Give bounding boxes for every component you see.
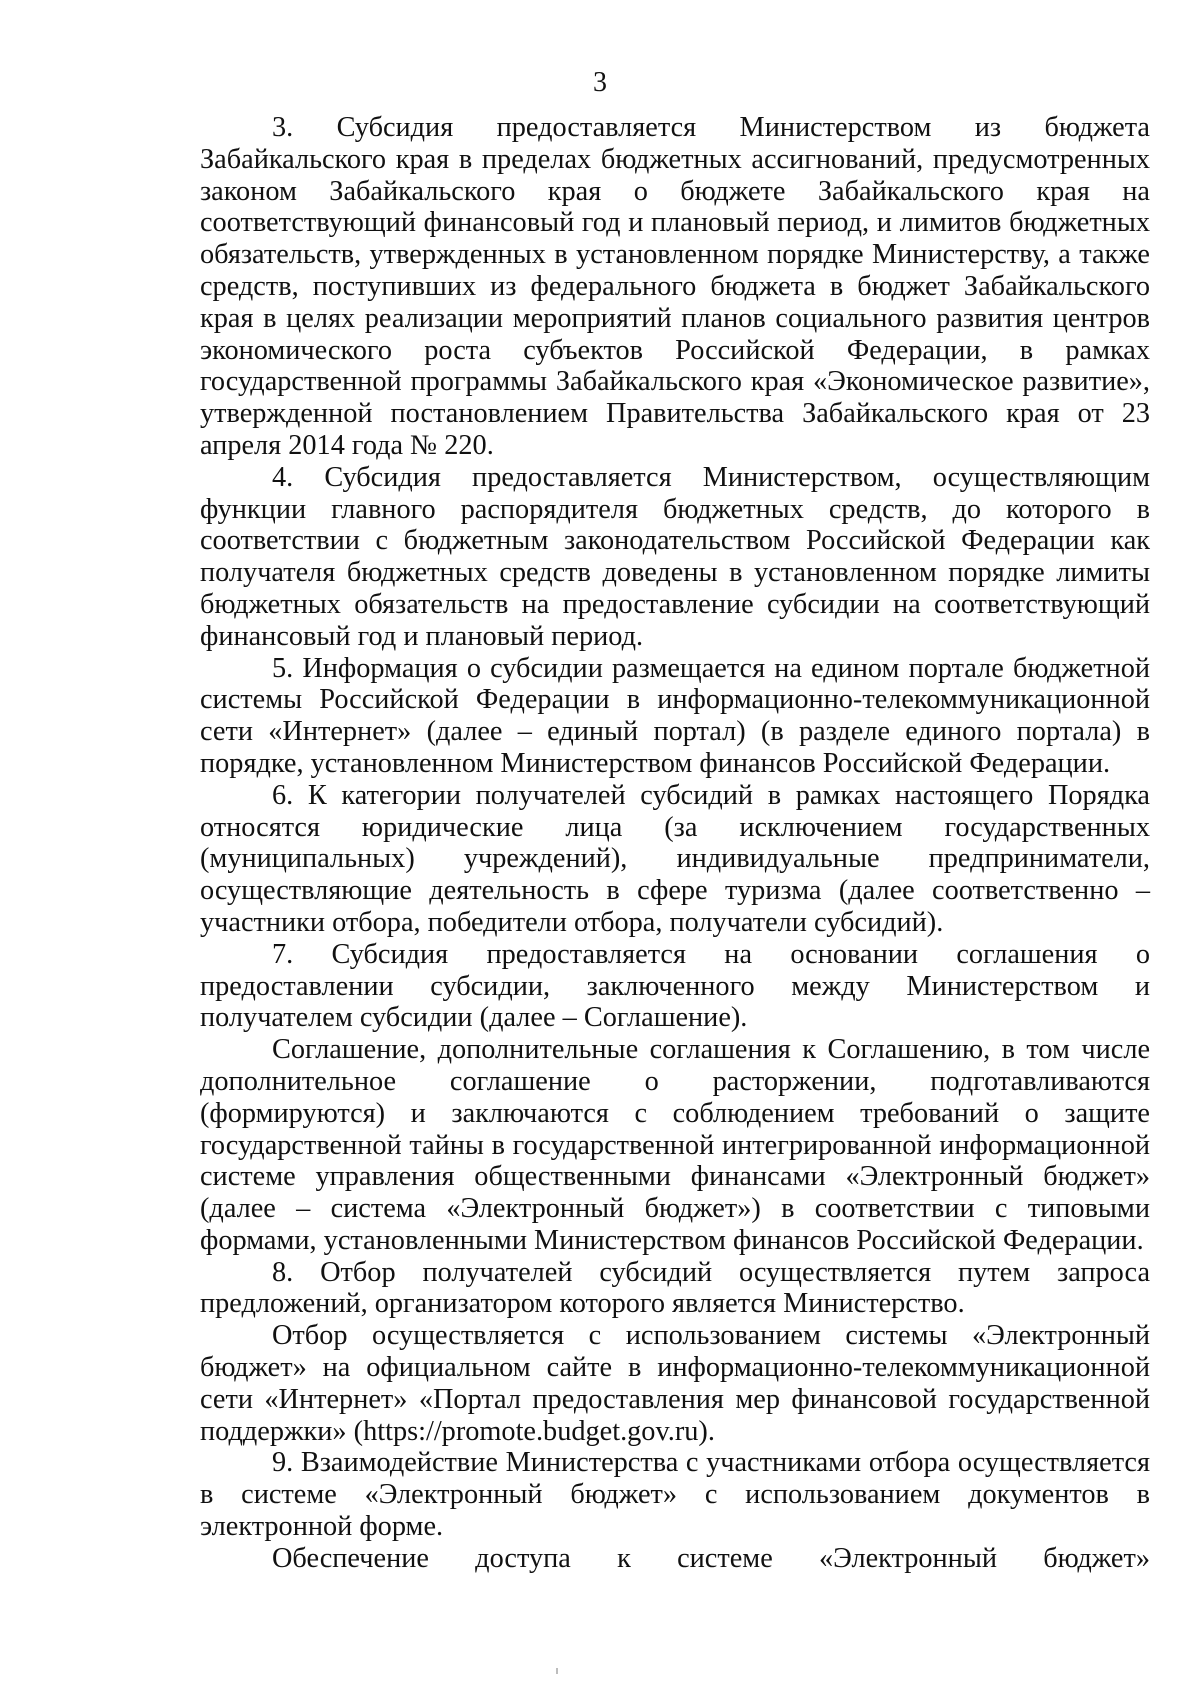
paragraph-7-agreement: 7. Субсидия предоставляется на основании соглашения о предоставлении субсидии, заключенного между Министерством и получателем субсидии (далее – Соглашение). — [200, 938, 1150, 1034]
paragraph-4-subsidy-provider: 4. Субсидия предоставляется Министерством, осуществляющим функции главного распорядителя бюджетных средств, до которого в соответствии с бюджетным законодательством Российской Федерации как получателя бюджетных средств доведены в установленном порядке лимиты бюджетных обязательств на предоставление субсидии на соответствующий финансовый год и плановый период. — [200, 461, 1150, 652]
page-number: 3 — [593, 67, 607, 98]
paragraph-agreement-details: Соглашение, дополнительные соглашения к Соглашению, в том числе дополнительное соглашение о расторжении, подготавливаются (формируются) и заключаются с соблюдением требований о защите государственной тайны в государственной интегрированной информационной системе управления общественными финансами «Электронный бюджет» (далее – система «Электронный бюджет») в соответствии с типовыми формами, установленными Министерством финансов Российской Федерации. — [200, 1034, 1150, 1256]
scan-mark — [556, 1668, 558, 1674]
paragraph-8-selection: 8. Отбор получателей субсидий осуществляется путем запроса предложений, организатором которого является Министерство. — [200, 1256, 1150, 1320]
document-body — [200, 112, 1150, 1575]
paragraph-selection-system: Отбор осуществляется с использованием системы «Электронный бюджет» на официальном сайте в информационно-телекоммуникационной сети «Интернет» «Портал предоставления мер финансовой государственной поддержки» (https://promote.budget.gov.ru). — [200, 1320, 1150, 1447]
paragraph-system-access: Обеспечение доступа к системе «Электронный бюджет» — [272, 1542, 1150, 1574]
paragraph-3-subsidy-source: 3. Субсидия предоставляется Министерством из бюджета Забайкальского края в пределах бюджетных ассигнований, предусмотренных законом Забайкальского края о бюджете Забайкальского края на соответствующий финансовый год и плановый период, и лимитов бюджетных обязательств, утвержденных в установленном порядке Министерству, а также средств, поступивших из федерального бюджета в бюджет Забайкальского края в целях реализации мероприятий планов социального развития центров экономического роста субъектов Российской Федерации, в рамках государственной программы Забайкальского края «Экономическое развитие», утвержденной постановлением Правительства Забайкальского края от 23 апреля 2014 года № 220. — [200, 112, 1150, 461]
paragraph-5-subsidy-information: 5. Информация о субсидии размещается на едином портале бюджетной системы Российской Федерации в информационно-телекоммуникационной сети «Интернет» (далее – единый портал) (в разделе единого портала) в порядке, установленном Министерством финансов Российской Федерации. — [200, 652, 1150, 779]
paragraph-9-interaction: 9. Взаимодействие Министерства с участниками отбора осуществляется в системе «Электронный бюджет» с использованием документов в электронной форме. — [200, 1447, 1150, 1543]
paragraph-6-recipient-category: 6. К категории получателей субсидий в рамках настоящего Порядка относятся юридические лица (за исключением государственных (муниципальных) учреждений), индивидуальные предприниматели, осуществляющие деятельность в сфере туризма (далее соответственно – участники отбора, победители отбора, получатели субсидий). — [200, 779, 1150, 938]
